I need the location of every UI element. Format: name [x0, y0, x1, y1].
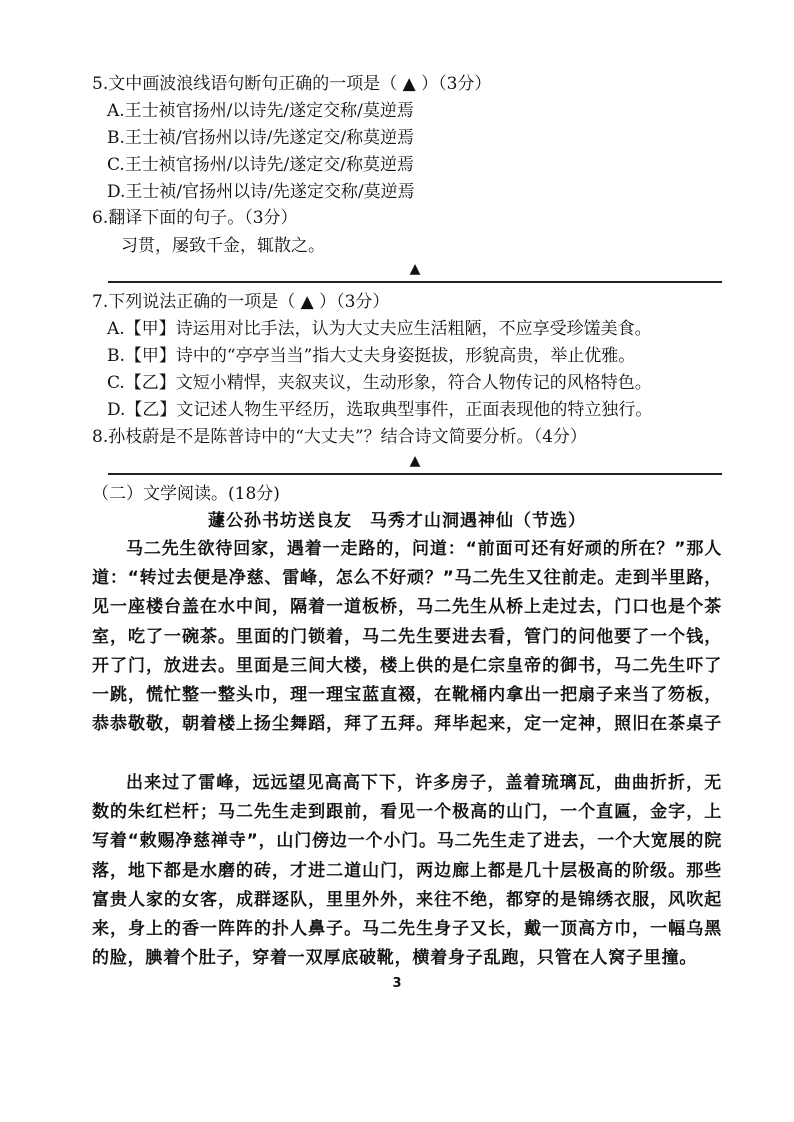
- page-number: 3: [392, 976, 402, 991]
- passage-paragraph-2: 出来过了雷峰，远远望见高高下下，许多房子，盖着琉璃瓦，曲曲折折，无数的朱红栏杆；马二先生走到跟前，看见一个极高的山门，一个直匾，金字，上写着“敕赐净慈禅寺”，山门傍边一个小门。马二先生走了进去，一个大宽展的院落，地下都是水磨的砖，才进二道山门，两边廊上都是几十层极高的阶级。那些富贵人家的女客，成群逐队，里里外外，来往不绝，都穿的是锦绣衣服，风吹起来，身上的香一阵阵的扑人鼻子。马二先生身子又长，戴一顶高方巾，一幅乌黑的脸，腆着个肚子，穿着一双厚底破靴，横着身子乱跑，只管在人窝子里撞。: [92, 773, 722, 969]
- passage-paragraph-1: 马二先生欲待回家，遇着一走路的，问道：“前面可还有好顽的所在？”那人道：“转过去便是净慈、雷峰，怎么不好顽？”马二先生又往前走。走到半里路，见一座楼台盖在水中间，隔着一道板桥，马二先生从桥上走过去，门口也是个茶室，吃了一碗茶。里面的门锁着，马二先生要进去看，管门的问他要了一个钱，开了门，放进去。里面是三间大楼，楼上供的是仁宗皇帝的御书，马二先生吓了一跳，慌忙整一整头巾，理一理宝蓝直裰，在靴桶内拿出一把扇子来当了笏板，恭恭敬敬，朝着楼上扬尘舞蹈，拜了五拜。拜毕起来，定一定神，照旧在茶桌子: [92, 539, 722, 735]
- q7-option-a: A.【甲】诗运用对比手法，认为大丈夫应生活粗陋，不应享受珍馐美食。: [107, 319, 652, 339]
- q5-option-b: B.王士祯/官扬州以诗/先遂定交/称莫逆焉: [107, 128, 415, 148]
- answer-rule: [108, 473, 722, 475]
- q5-option-d: D.王士祯/官扬州以诗/先遂定交称/莫逆焉: [107, 182, 415, 202]
- q5-option-a: A.王士祯官扬州/以诗先/遂定交称/莫逆焉: [107, 101, 414, 121]
- q8-stem: 8.孙枝蔚是不是陈普诗中的“大丈夫”？结合诗文简要分析。（4分）: [92, 427, 587, 447]
- passage-title: 蘧公孙书坊送良友 马秀才山洞遇神仙（节选）: [208, 511, 586, 531]
- q5-option-c: C.王士祯官扬州/以诗先/遂定交/称莫逆焉: [107, 155, 414, 175]
- section-heading: （二）文学阅读。(18分): [92, 484, 280, 504]
- q5-stem: 5.文中画波浪线语句断句正确的一项是（ ▲ ）（3分）: [92, 74, 492, 94]
- answer-rule: [108, 281, 722, 283]
- q6-stem: 6.翻译下面的句子。（3分）: [92, 208, 298, 228]
- answer-triangle-mark: ▲: [409, 261, 421, 277]
- q7-option-c: C.【乙】文短小精悍，夹叙夹议，生动形象，符合人物传记的风格特色。: [107, 373, 652, 393]
- q7-option-b: B.【甲】诗中的“亭亭当当”指大丈夫身姿挺拔，形貌高贵，举止优雅。: [107, 346, 636, 366]
- q6-sentence: 习贯，屡致千金，辄散之。: [121, 236, 325, 256]
- q6-answer-line: [108, 259, 722, 283]
- q7-option-d: D.【乙】文记述人物生平经历，选取典型事件，正面表现他的特立独行。: [107, 400, 653, 420]
- q7-stem: 7.下列说法正确的一项是（ ▲ ）（3分）: [92, 292, 390, 312]
- q8-answer-line: [108, 451, 722, 475]
- answer-triangle-mark: ▲: [409, 453, 421, 469]
